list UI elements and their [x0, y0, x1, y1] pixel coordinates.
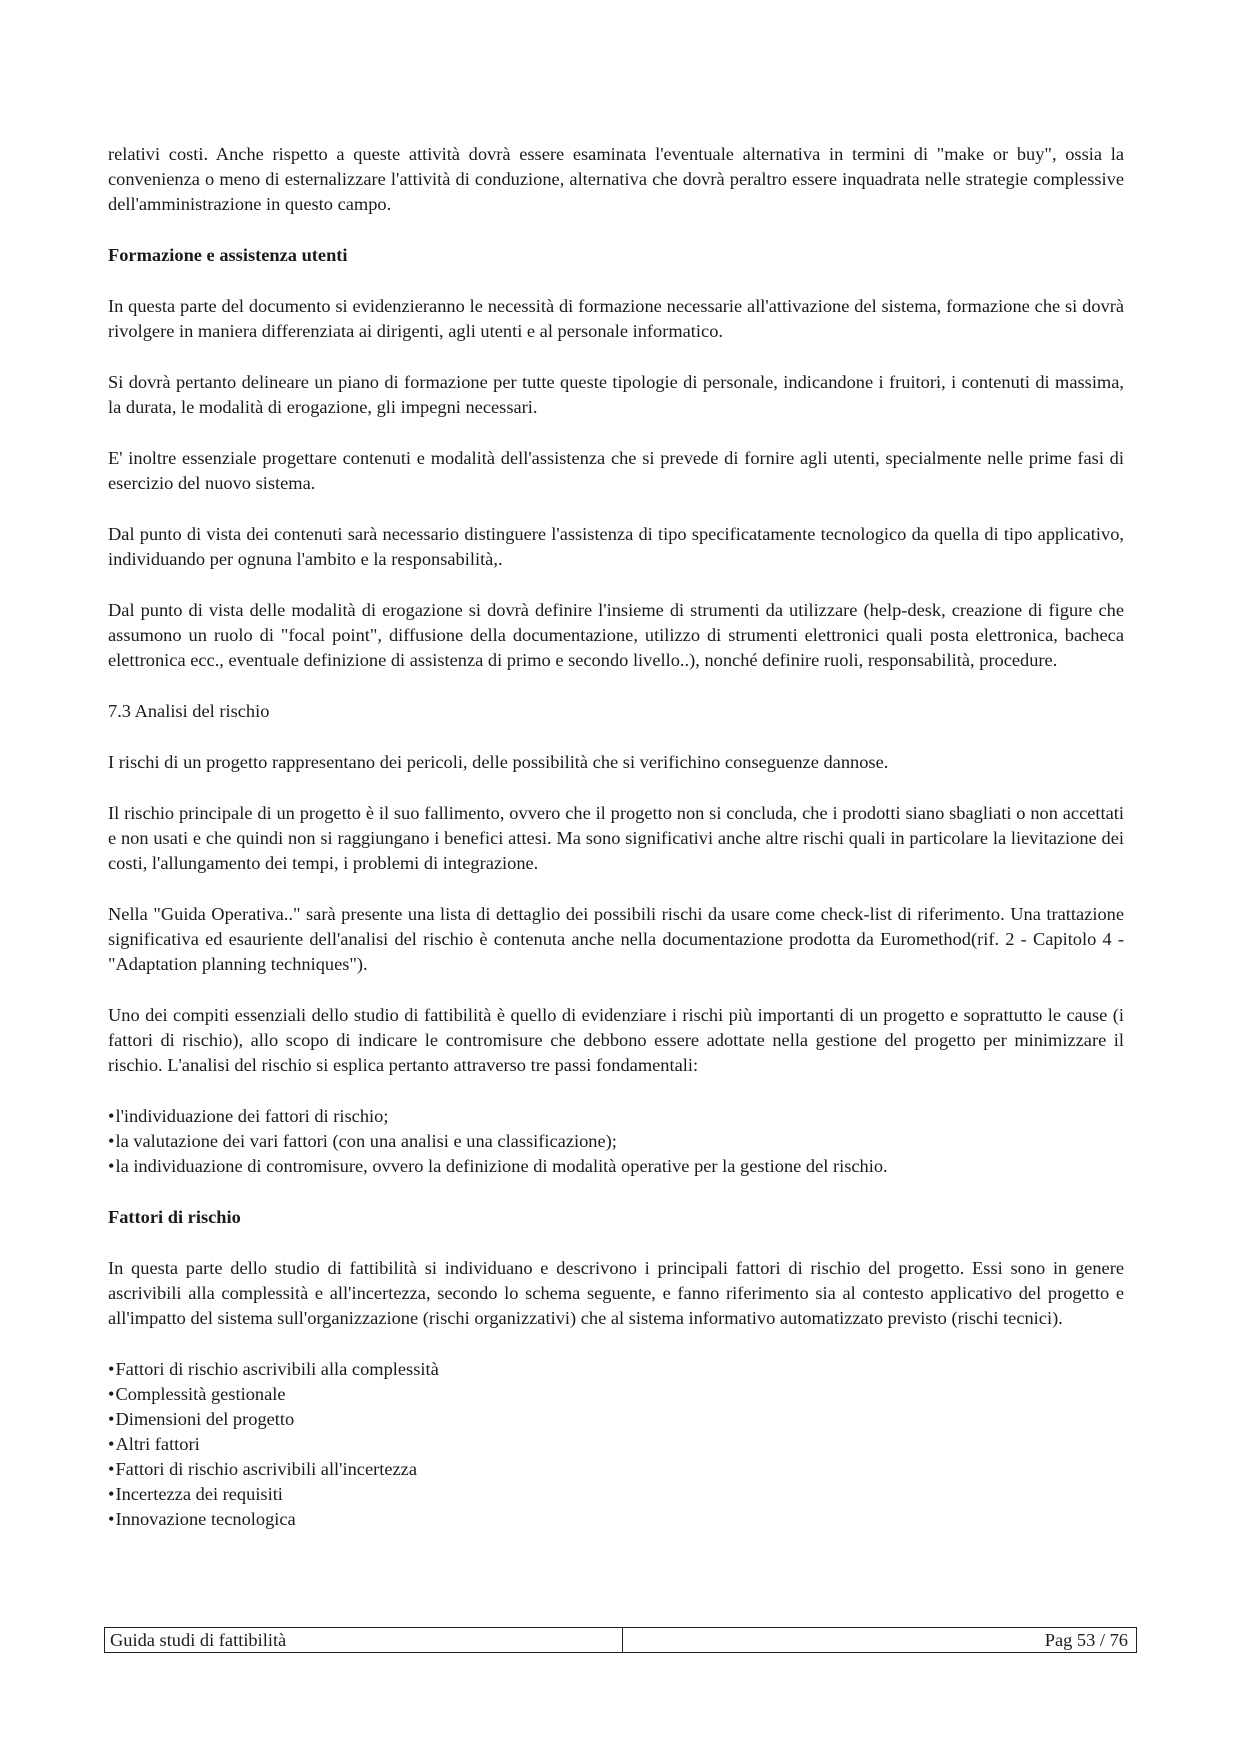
- paragraph-assistenza-utenti: E' inoltre essenziale progettare contenuti e modalità dell'assistenza che si prevede di fornire agli utenti, specialmente nelle prime fasi di esercizio del nuovo sistema.: [108, 448, 1124, 493]
- paragraph-modalita-erogazione: Dal punto di vista delle modalità di erogazione si dovrà definire l'insieme di strumenti da utilizzare (help-desk, creazione di figure che assumono un ruolo di "focal point", diffusione della documentazione, utilizzo di strumenti elettronici quali posta elettronica, bacheca elettronica ecc., eventuale definizione di assistenza di primo e secondo livello..), nonché definire ruoli, responsabilità, procedure.: [108, 600, 1124, 670]
- paragraph-contenuti-assistenza: Dal punto di vista dei contenuti sarà necessario distinguere l'assistenza di tipo specificatamente tecnologico da quella di tipo applicativo, individuando per ognuna l'ambito e la responsabilità,.: [108, 524, 1124, 569]
- paragraph-piano-formazione: Si dovrà pertanto delineare un piano di formazione per tutte queste tipologie di personale, indicandone i fruitori, i contenuti di massima, la durata, le modalità di erogazione, gli impegni necessari.: [108, 372, 1124, 417]
- list-passi-fondamentali: [108, 1104, 1124, 1179]
- footer-page-number: Pag 53 / 76: [1044, 1630, 1128, 1650]
- document-body: [108, 142, 1124, 1558]
- page-footer: [104, 1627, 1137, 1653]
- list-item: • Innovazione tecnologica: [108, 1507, 1124, 1532]
- paragraph-rischio-principale: Il rischio principale di un progetto è il suo fallimento, ovvero che il progetto non si concluda, che i prodotti siano sbagliati o non accettati e non usati e che quindi non si raggiungano i benefici attesi. Ma sono significativi anche altre rischi quali in particolare la lievitazione dei costi, l'allungamento dei tempi, i problemi di integrazione.: [108, 803, 1124, 873]
- paragraph-make-or-buy: relativi costi. Anche rispetto a queste attività dovrà essere esaminata l'eventuale alternativa in termini di "make or buy", ossia la convenienza o meno di esternalizzare l'attività di conduzione, alternativa che dovrà peraltro essere inquadrata nelle strategie complessive dell'amministrazione in questo campo.: [108, 144, 1124, 214]
- paragraph-fattori-descrizione: In questa parte dello studio di fattibilità si individuano e descrivono i principali fattori di rischio del progetto. Essi sono in genere ascrivibili alla complessità e all'incertezza, secondo lo schema seguente, e fanno riferimento sia al contesto applicativo del progetto e all'impatto del sistema sull'organizzazione (rischi organizzativi) che al sistema informativo automatizzato previsto (rischi tecnici).: [108, 1258, 1124, 1328]
- heading-analisi-rischio: 7.3 Analisi del rischio: [108, 701, 270, 721]
- paragraph-guida-operativa: Nella "Guida Operativa.." sarà presente una lista di dettaglio dei possibili rischi da usare come check-list di riferimento. Una trattazione significativa ed esauriente dell'analisi del rischio è contenuta anche nella documentazione prodotta da Euromethod(rif. 2 - Capitolo 4 - "Adaptation planning techniques").: [108, 904, 1124, 974]
- list-item: • Altri fattori: [108, 1432, 1124, 1457]
- list-fattori-rischio: [108, 1357, 1124, 1532]
- paragraph-rischi-definizione: I rischi di un progetto rappresentano dei pericoli, delle possibilità che si verifichino conseguenze dannose.: [108, 752, 889, 772]
- paragraph-compiti-studio: Uno dei compiti essenziali dello studio di fattibilità è quello di evidenziare i rischi più importanti di un progetto e soprattutto le cause (i fattori di rischio), allo scopo di indicare le contromisure che debbono essere adottate nella gestione del progetto per minimizzare il rischio. L'analisi del rischio si esplica pertanto attraverso tre passi fondamentali:: [108, 1005, 1124, 1075]
- list-item: • Fattori di rischio ascrivibili all'incertezza: [108, 1457, 1124, 1482]
- list-item: • Incertezza dei requisiti: [108, 1482, 1124, 1507]
- list-item: • Complessità gestionale: [108, 1382, 1124, 1407]
- list-item: • la individuazione di contromisure, ovvero la definizione di modalità operative per la gestione del rischio.: [108, 1154, 1124, 1179]
- heading-fattori-rischio: Fattori di rischio: [108, 1207, 241, 1227]
- list-item: • la valutazione dei vari fattori (con una analisi e una classificazione);: [108, 1129, 1124, 1154]
- list-item: • Fattori di rischio ascrivibili alla complessità: [108, 1357, 1124, 1382]
- heading-formazione-assistenza: Formazione e assistenza utenti: [108, 245, 348, 265]
- list-item: • Dimensioni del progetto: [108, 1407, 1124, 1432]
- list-item: • l'individuazione dei fattori di rischio;: [108, 1104, 1124, 1129]
- paragraph-formazione-necessita: In questa parte del documento si evidenzieranno le necessità di formazione necessarie all'attivazione del sistema, formazione che si dovrà rivolgere in maniera differenziata ai dirigenti, agli utenti e al personale informatico.: [108, 296, 1124, 341]
- footer-document-title: Guida studi di fattibilità: [105, 1628, 623, 1652]
